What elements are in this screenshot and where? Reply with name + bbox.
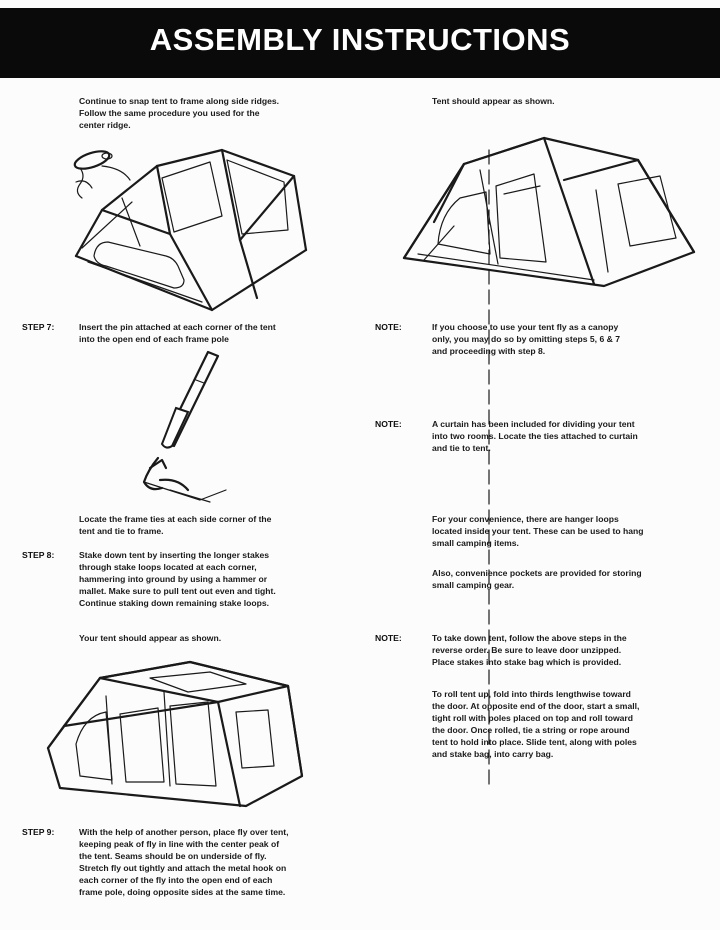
appear-caption-right: Tent should appear as shown.	[432, 96, 555, 106]
note1-line: If you choose to use your tent fly as a canopy	[432, 322, 619, 332]
pockets-paragraph	[432, 567, 702, 591]
step9-label: STEP 9:	[22, 827, 55, 837]
step7-text	[79, 321, 369, 345]
tent-frame-illustration	[62, 138, 322, 318]
step8-line: Continue staking down remaining stake loops.	[79, 598, 270, 608]
step9-line: each corner of the fly into the open end of each	[79, 875, 273, 885]
frame-ties-line: Locate the frame ties at each side corner of the	[79, 514, 272, 524]
intro-line: center ridge.	[79, 120, 131, 130]
step7-line: into the open end of each frame pole	[79, 334, 229, 344]
frame-ties-paragraph	[79, 513, 369, 537]
note1-text	[432, 321, 702, 357]
note3-text	[432, 632, 702, 668]
rollup-line: tent to hold into place. Slide tent, along with poles	[432, 737, 637, 747]
step9-line: Stretch fly out tightly and attach the metal hook on	[79, 863, 287, 873]
hanger-loops-paragraph	[432, 513, 702, 549]
intro-paragraph	[79, 95, 369, 131]
step9-line: frame pole, doing opposite sides at the same time.	[79, 887, 286, 897]
assembled-tent-illustration	[394, 134, 704, 294]
step9-line: the tent. Seams should be on underside of fly.	[79, 851, 267, 861]
step8-line: Stake down tent by inserting the longer stakes	[79, 550, 270, 560]
note2-line: and tie to tent.	[432, 443, 491, 453]
step7-line: Insert the pin attached at each corner of the tent	[79, 322, 276, 332]
note2-text	[432, 418, 702, 454]
step8-text	[79, 549, 369, 609]
rollup-paragraph	[432, 688, 702, 760]
title-banner	[0, 8, 720, 78]
step8-line: mallet. Make sure to pull tent out even and tight.	[79, 586, 276, 596]
step9-text	[79, 826, 369, 898]
tent-with-fly-illustration	[40, 656, 310, 816]
intro-line: Continue to snap tent to frame along side ridges.	[79, 96, 280, 106]
rollup-line: and stake bag, into carry bag.	[432, 749, 554, 759]
hanger-line: For your convenience, there are hanger loops	[432, 514, 619, 524]
frame-ties-line: tent and tie to frame.	[79, 526, 164, 536]
step7-label: STEP 7:	[22, 322, 55, 332]
step9-line: keeping peak of fly in line with the center peak of	[79, 839, 280, 849]
hanger-line: located inside your tent. These can be used to hang	[432, 526, 644, 536]
pole-pin-illustration	[140, 350, 240, 510]
note3-line: To take down tent, follow the above steps in the	[432, 633, 627, 643]
rollup-line: the door. At opposite end of the door, start a small,	[432, 701, 640, 711]
intro-line: Follow the same procedure you used for the	[79, 108, 260, 118]
step8-line: hammering into ground by using a hammer or	[79, 574, 268, 584]
note1-line: only, you may do so by omitting steps 5, 6 & 7	[432, 334, 620, 344]
note1-line: and proceeding with step 8.	[432, 346, 546, 356]
step8-label: STEP 8:	[22, 550, 55, 560]
pockets-line: small camping gear.	[432, 580, 515, 590]
appear-caption-left: Your tent should appear as shown.	[79, 633, 222, 643]
note3-line: Place stakes into stake bag which is provided.	[432, 657, 622, 667]
rollup-line: tight roll with poles placed on top and roll toward	[432, 713, 633, 723]
note2-line: into two rooms. Locate the ties attached to curtain	[432, 431, 638, 441]
note2-label: NOTE:	[375, 419, 402, 429]
rollup-line: To roll tent up, fold into thirds lengthwise toward	[432, 689, 631, 699]
note3-label: NOTE:	[375, 633, 402, 643]
rollup-line: the door. Once rolled, tie a string or rope around	[432, 725, 630, 735]
pockets-line: Also, convenience pockets are provided for storing	[432, 568, 642, 578]
note2-line: A curtain has been included for dividing your tent	[432, 419, 635, 429]
hanger-line: small camping items.	[432, 538, 519, 548]
scan-fold-line	[486, 150, 492, 790]
note1-label: NOTE:	[375, 322, 402, 332]
step8-line: through stake loops located at each corner,	[79, 562, 257, 572]
note3-line: reverse order. Be sure to leave door unzipped.	[432, 645, 622, 655]
step9-line: With the help of another person, place fly over tent,	[79, 827, 289, 837]
page-title: ASSEMBLY INSTRUCTIONS	[149, 22, 571, 57]
